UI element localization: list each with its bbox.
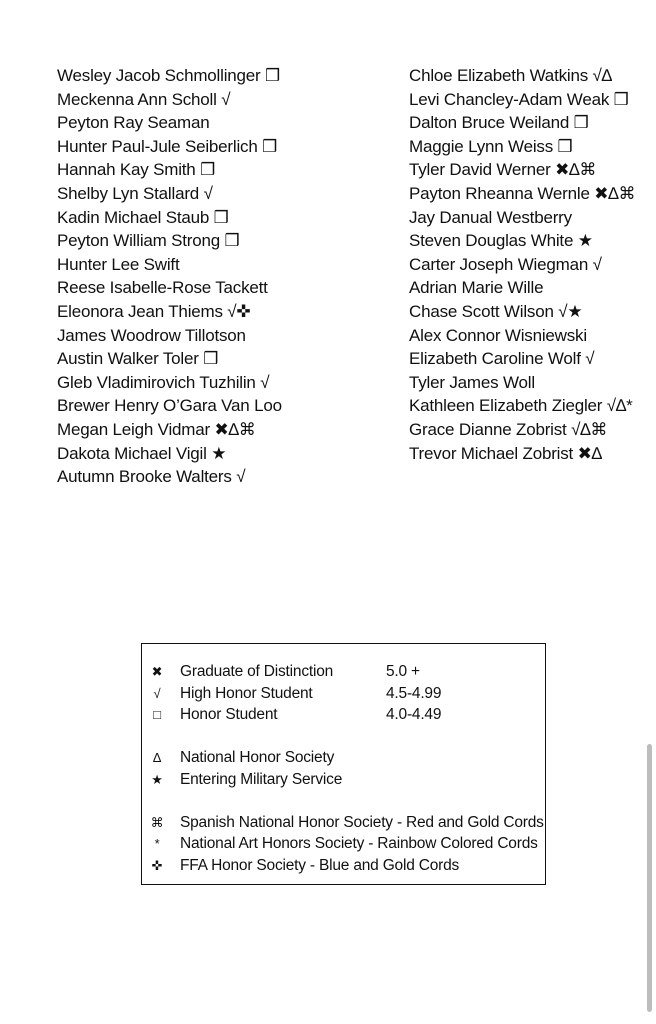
star-icon: ★ [151, 771, 163, 787]
name-entry: Kathleen Elizabeth Ziegler √∆* [409, 396, 633, 416]
legend-label: FFA Honor Society - Blue and Gold Cords [180, 856, 460, 874]
name-entry: Grace Dianne Zobrist √∆⌘ [409, 419, 608, 439]
name-entry: Peyton William Strong ❒ [57, 231, 240, 251]
name-entry: Reese Isabelle-Rose Tackett [57, 278, 268, 298]
name-entry: Maggie Lynn Weiss ❒ [409, 136, 573, 156]
quatrefoil-icon: ✜ [151, 857, 163, 873]
name-entry: Kadin Michael Staub ❒ [57, 207, 229, 227]
legend-row-art-nhs [142, 833, 545, 855]
name-entry: Peyton Ray Seaman [57, 113, 210, 133]
name-entry: Meckenna Ann Scholl √ [57, 89, 231, 109]
name-entry: Jay Danual Westberry [409, 207, 572, 227]
names-column-right [409, 64, 635, 465]
legend-label: National Art Honors Society - Rainbow Colored Cords [180, 835, 538, 852]
name-entry: Hunter Lee Swift [57, 254, 180, 274]
name-entry: Carter Joseph Wiegman √ [409, 254, 602, 274]
name-entry: Hannah Kay Smith ❒ [57, 160, 216, 180]
names-column-left [57, 64, 282, 489]
legend-row-ffa [142, 855, 545, 877]
name-entry: Hunter Paul-Jule Seiberlich ❒ [57, 136, 278, 156]
name-entry: Dakota Michael Vigil ★ [57, 443, 227, 463]
cross-icon: ✖ [151, 664, 163, 679]
legend-gpa-range: 4.0-4.49 [386, 706, 442, 723]
legend-label: Honor Student [180, 706, 278, 723]
name-entry: Austin Walker Toler ❒ [57, 349, 219, 369]
name-entry: Dalton Bruce Weiland ❒ [409, 113, 589, 133]
vertical-scrollbar[interactable] [647, 744, 652, 1012]
legend-gpa-range: 5.0 + [386, 663, 420, 680]
name-entry: Autumn Brooke Walters √ [57, 467, 246, 487]
name-entry: Eleonora Jean Thiems √✜ [57, 301, 251, 321]
name-entry: Gleb Vladimirovich Tuzhilin √ [57, 372, 270, 392]
name-entry: Wesley Jacob Schmollinger ❒ [57, 66, 281, 85]
name-entry: Brewer Henry O’Gara Van Loo [57, 396, 282, 416]
legend-label: Graduate of Distinction [180, 663, 334, 680]
legend-row-nhs [142, 747, 545, 769]
legend-row-spanish-nhs [142, 812, 545, 834]
box-icon: □ [153, 707, 161, 722]
legend-gpa-range: 4.5-4.99 [386, 684, 442, 702]
legend-row-honor [142, 704, 545, 726]
name-entry: Elizabeth Caroline Wolf √ [409, 349, 595, 369]
legend-box [141, 643, 546, 885]
name-entry: Shelby Lyn Stallard √ [57, 183, 213, 203]
delta-icon: ∆ [153, 750, 161, 765]
legend-row-military [142, 769, 545, 791]
asterisk-icon: * [154, 836, 160, 851]
name-entry: Steven Douglas White ★ [409, 231, 593, 251]
legend-label: Spanish National Honor Society - Red and Gold Cords [180, 813, 544, 831]
name-entry: Alex Connor Wisniewski [409, 325, 587, 345]
name-entry: Payton Rheanna Wernle ✖∆⌘ [409, 183, 636, 203]
legend-label: High Honor Student [180, 684, 313, 702]
name-entry: Levi Chancley-Adam Weak ❒ [409, 89, 629, 109]
name-entry: Tyler David Werner ✖∆⌘ [409, 160, 597, 180]
legend-label: National Honor Society [180, 749, 335, 766]
name-entry: Chloe Elizabeth Watkins √∆ [409, 66, 612, 85]
legend-row-high-honor [142, 683, 545, 705]
name-entry: Chase Scott Wilson √★ [409, 301, 583, 321]
name-entry: Megan Leigh Vidmar ✖∆⌘ [57, 419, 256, 439]
name-entry: Trevor Michael Zobrist ✖∆ [409, 443, 602, 463]
command-icon: ⌘ [150, 814, 164, 830]
legend-label: Entering Military Service [180, 770, 343, 788]
name-entry: James Woodrow Tillotson [57, 325, 246, 345]
legend-row-distinction [142, 661, 545, 683]
name-entry: Tyler James Woll [409, 372, 535, 392]
check-icon: √ [153, 685, 161, 701]
name-entry: Adrian Marie Wille [409, 278, 544, 298]
